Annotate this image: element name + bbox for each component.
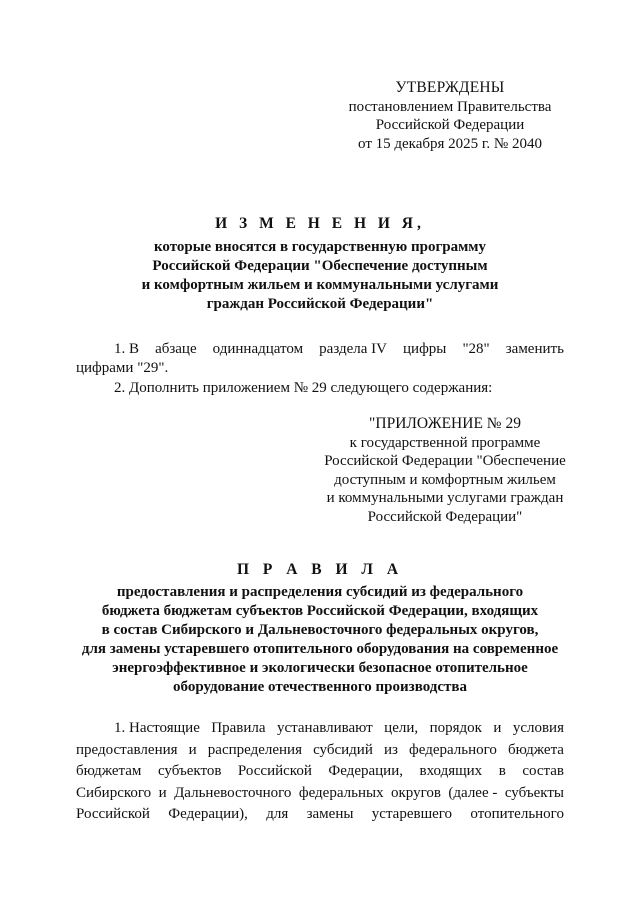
item-1-word: "28" xyxy=(462,341,490,357)
item-2: 2. Дополнить приложением № 29 следующего содержания: xyxy=(114,380,493,396)
rules-paragraph-1 xyxy=(76,718,564,826)
changes-subtitle xyxy=(60,238,580,314)
changes-subtitle-line: и комфортным жильем и коммунальными услугами xyxy=(141,277,499,293)
paragraph-word: федеральных xyxy=(298,784,384,801)
appendix-line: доступным и комфортным жильем xyxy=(334,471,556,488)
item-1 xyxy=(76,340,564,378)
paragraph-word: бюджета xyxy=(508,741,564,758)
paragraph-word: распределения xyxy=(207,741,302,758)
approval-date-line: от 15 декабря 2025 г. № 2040 xyxy=(358,135,542,152)
changes-subtitle-line: граждан Российской Федерации" xyxy=(206,296,434,312)
paragraph-line xyxy=(76,740,564,762)
paragraph-word: устаревшего xyxy=(371,806,453,822)
item-1-continuation: цифрами "29". xyxy=(76,360,169,376)
appendix-line: Российской Федерации "Обеспечение xyxy=(324,453,566,469)
paragraph-word: состав xyxy=(522,763,564,779)
paragraph-word: порядок xyxy=(429,720,482,736)
approval-block xyxy=(300,79,600,153)
rules-subtitle-line: в состав Сибирского и Дальневосточного федеральных округов, xyxy=(101,622,539,638)
rules-subtitle-line: для замены устаревшего отопительного оборудования на современное xyxy=(81,641,559,657)
rules-subtitle-line: предоставления и распределения субсидий из федерального xyxy=(116,584,524,600)
paragraph-word: бюджетам xyxy=(76,763,142,779)
approval-heading: УТВЕРЖДЕНЫ xyxy=(395,79,505,96)
paragraph-word: отопительного xyxy=(470,806,564,822)
appendix-line: и коммунальными услугами граждан xyxy=(326,490,564,506)
rules-subtitle-line: энергоэффективное и экологически безопасное отопительное xyxy=(112,660,528,676)
paragraph-word: цели, xyxy=(384,720,419,736)
rules-subtitle xyxy=(60,583,580,697)
rules-subtitle-line: бюджета бюджетам субъектов Российской Федерации, входящих xyxy=(101,603,539,619)
rules-subtitle-line: оборудование отечественного производства xyxy=(173,679,467,695)
paragraph-word: входящих xyxy=(419,763,483,779)
changes-subtitle-line: Российской Федерации "Обеспечение доступным xyxy=(152,258,488,274)
item-1-word: 1. В xyxy=(114,341,140,357)
paragraph-word: и xyxy=(158,784,167,801)
paragraph-word: Правила xyxy=(211,720,266,736)
paragraph-word: субсидий xyxy=(313,741,373,758)
item-1-word: заменить xyxy=(505,341,564,357)
paragraph-word: и xyxy=(493,720,502,736)
paragraph-word: 1. Настоящие xyxy=(114,720,200,736)
paragraph-word: Сибирского xyxy=(76,784,152,801)
paragraph-word: в xyxy=(498,763,506,779)
paragraph-word: устанавливают xyxy=(276,720,373,736)
paragraph-word: Федерации, xyxy=(328,763,403,779)
paragraph-line xyxy=(76,761,564,783)
paragraph-word: федерального xyxy=(409,741,497,758)
paragraph-word: и xyxy=(188,741,197,758)
paragraph-word: замены xyxy=(306,806,354,822)
paragraph-word: Российской xyxy=(237,763,312,779)
appendix-line: к государственной программе xyxy=(349,434,541,451)
changes-title: И З М Е Н Е Н И Я, xyxy=(215,215,425,232)
paragraph-word: (далее - xyxy=(448,784,498,801)
item-1-line xyxy=(76,340,564,359)
item-1-word: раздела IV xyxy=(319,341,387,357)
appendix-block xyxy=(300,415,590,526)
paragraph-word: Федерации), xyxy=(168,806,248,822)
paragraph-word: Российской xyxy=(76,806,150,822)
changes-subtitle-line: которые вносятся в государственную программу xyxy=(153,239,487,255)
paragraph-word: субъекты xyxy=(504,784,564,801)
paragraph-word: округов xyxy=(391,784,441,801)
approval-line: Российской Федерации xyxy=(375,117,525,133)
approval-line: постановлением Правительства xyxy=(348,98,552,115)
paragraph-word: для xyxy=(266,806,289,822)
paragraph-line xyxy=(76,804,564,826)
paragraph-line xyxy=(76,718,564,740)
paragraph-word: субъектов xyxy=(157,763,222,779)
item-1-word: одиннадцатом xyxy=(212,341,304,357)
paragraph-line xyxy=(76,783,564,805)
paragraph-word: Дальневосточного xyxy=(174,784,292,801)
appendix-heading: "ПРИЛОЖЕНИЕ № 29 xyxy=(369,415,521,432)
item-1-word: абзаце xyxy=(155,341,197,357)
item-1-word: цифры xyxy=(403,341,447,357)
appendix-line: Российской Федерации" xyxy=(367,508,523,525)
paragraph-word: условия xyxy=(512,720,564,736)
paragraph-word: из xyxy=(383,741,398,758)
paragraph-word: предоставления xyxy=(76,741,178,758)
rules-title: П Р А В И Л А xyxy=(236,561,404,578)
